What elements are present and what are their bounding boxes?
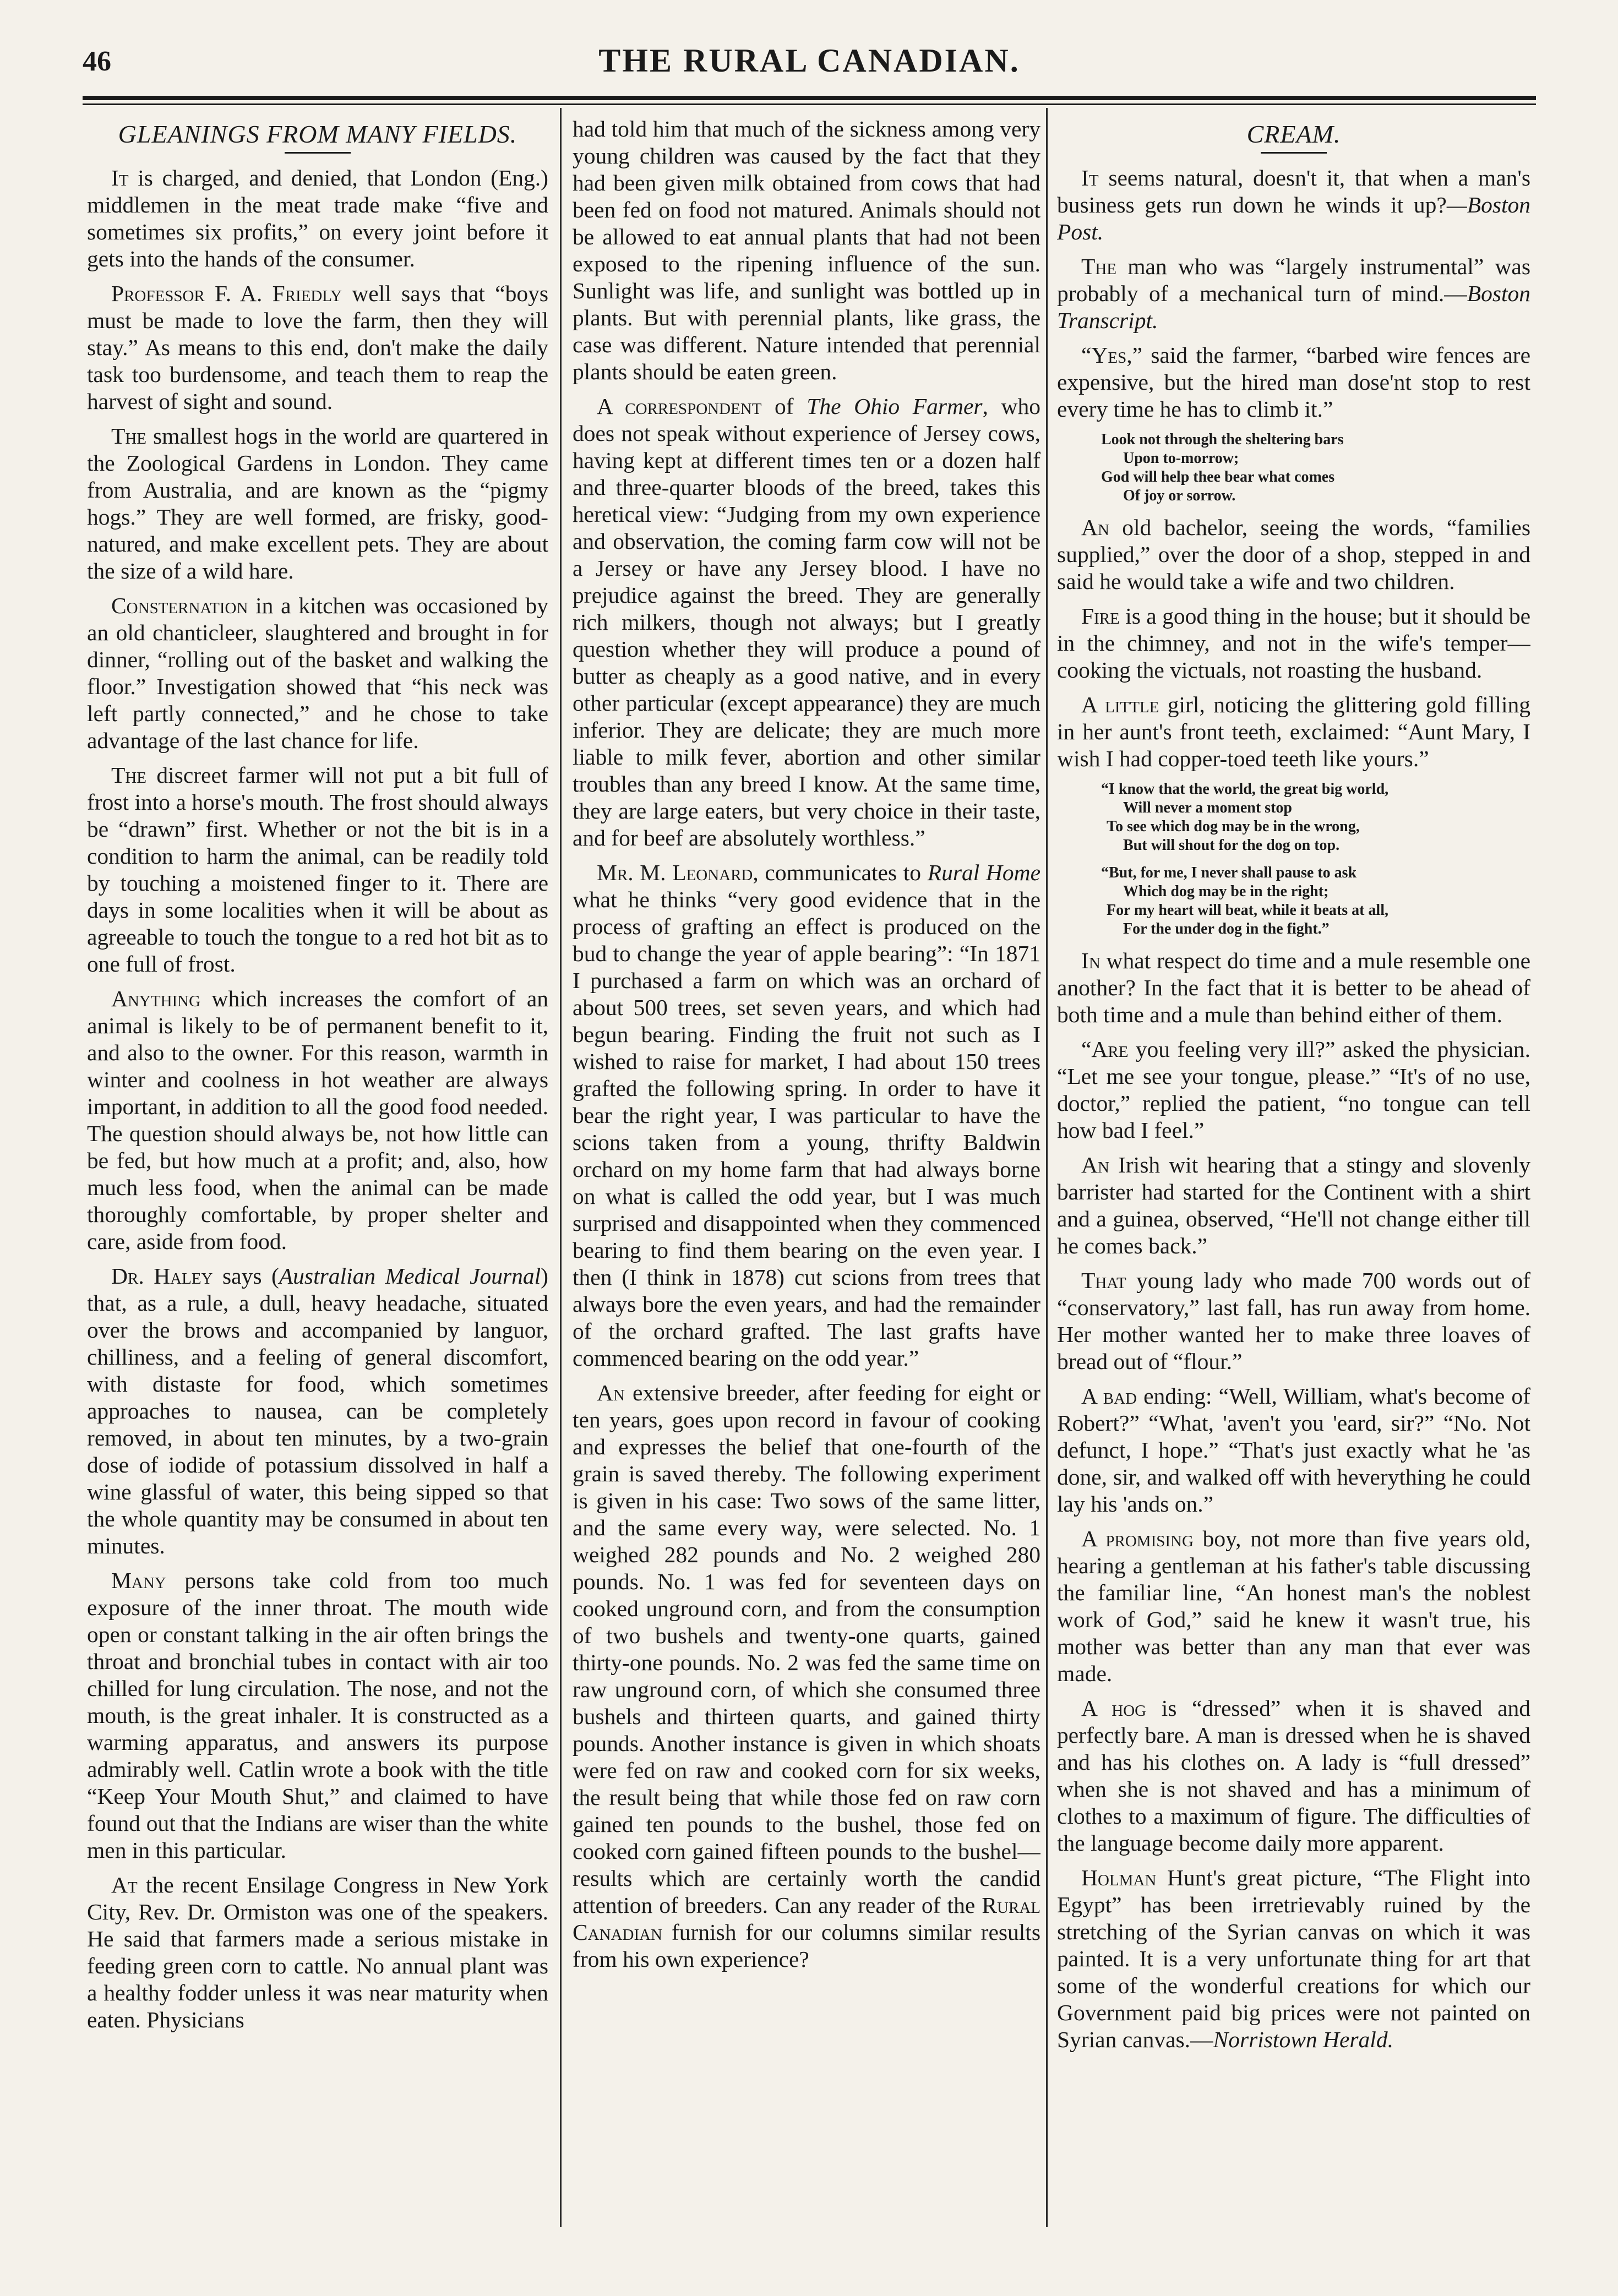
column-divider-1 (560, 108, 562, 2227)
article-paragraph: A promising boy, not more than five years old, hearing a gentleman at his father's table discussing the familiar line, “An honest man's the noblest work of God,” said he knew it wasn't true, his mother was better than any man that ever was made. (1057, 1526, 1530, 1686)
article-paragraph: A little girl, noticing the glittering gold filling in her aunt's front teeth, exclaimed: “Aunt Mary, I wish I had copper-toed teeth like yours.” (1057, 692, 1530, 771)
header-rule-thin (83, 103, 1536, 105)
verse: Look not through the sheltering bars Upon to-morrow; God will help thee bear what comes Of joy or sorrow. (1101, 431, 1344, 504)
article-paragraph: Anything which increases the comfort of an animal is likely to be of permanent benefit to it, and also to the owner. For this reason, warmth in winter and coolness in hot weather are always important, in addition to all the good food needed. The question should always be, not how little can be fed, but how much at a profit; and, also, how much less food, when the animal can be made thoroughly comfortable, by proper shelter and care, aside from food. (87, 986, 548, 1254)
article-paragraph: The discreet farmer will not put a bit full of frost into a horse's mouth. The frost should always be “drawn” first. Whether or not the bit is in a condition to harm the animal, can be readily told by touching a moistened finger to it. There are days in some localities when it will be about as agreeable to touch the tongue to a red hot bit as to one full of frost. (87, 762, 548, 977)
article-paragraph: That young lady who made 700 words out of “conservatory,” last fall, has run away from home. Her mother wanted her to make three loaves of bread out of “flour.” (1057, 1268, 1530, 1374)
article-paragraph: Holman Hunt's great picture, “The Flight into Egypt” has been irretrievably ruined by the stretching of the Syrian canvas on which it was painted. It is a very unfortunate thing for art that some of the wonderful creations for which our Government paid big prices were not painted on Syrian canvas.—Norristown Herald. (1057, 1865, 1530, 2052)
article-paragraph: It seems natural, doesn't it, that when a man's business gets run down he winds it up?—Boston Post. (1057, 165, 1530, 244)
article-paragraph: In what respect do time and a mule resemble one another? In the fact that it is better to be ahead of both time and a mule than behind either of them. (1057, 948, 1530, 1027)
article-paragraph: At the recent Ensilage Congress in New York City, Rev. Dr. Ormiston was one of the speakers. He said that farmers made a serious mistake in feeding green corn to cattle. No annual plant was a healthy fodder unless it was near maturity when eaten. Physicians (87, 1872, 548, 2032)
article-paragraph: An old bachelor, seeing the words, “families supplied,” over the door of a shop, stepped in and said he would take a wife and two children. (1057, 515, 1530, 594)
article-paragraph: It is charged, and denied, that London (Eng.) middlemen in the meat trade make “five and sometimes six profits,” on every joint before it gets into the hands of the consumer. (87, 165, 548, 271)
article-paragraph: The smallest hogs in the world are quartered in the Zoological Gardens in London. They came from Australia, and are known as the “pigmy hogs.” They are well formed, are frisky, good-natured, and make excellent pets. They are about the size of a wild hare. (87, 423, 548, 583)
page-number: 46 (83, 46, 111, 77)
article-paragraph: A correspondent of The Ohio Farmer, who does not speak without experience of Jersey cows, having kept at different times ten or a dozen half and three-quarter bloods of the breed, takes this heretical view: “Judging from my own experience and observation, the coming farm cow will not be a Jersey or have any Jersey blood. I have no prejudice against the breed. They are generally rich milkers, though not always; but I greatly question whether they will produce a pound of butter as cheaply as a good native, and in every other particular (except appearance) they are much inferior. They are delicate; they are much more liable to milk fever, abortion and other similar troubles than any breed I know. At the same time, they are large eaters, but very choice in their taste, and for beef are absolutely worthless.” (573, 394, 1040, 850)
article-paragraph: “Are you feeling very ill?” asked the physician. “Let me see your tongue, please.” “It's of no use, doctor,” replied the patient, “no tongue can tell how bad I feel.” (1057, 1037, 1530, 1143)
article-paragraph: Consternation in a kitchen was occasioned by an old chanticleer, slaughtered and brought in for dinner, “rolling out of the basket and walking the floor.” Investigation showed that “his neck was left partly connected,” and he chose to take advantage of the last chance for life. (87, 593, 548, 753)
article-paragraph: An extensive breeder, after feeding for eight or ten years, goes upon record in favour of cooking and expresses the belief that one-fourth of the grain is saved thereby. The following experiment is given in his case: Two sows of the same litter, and the same every way, were selected. No. 1 weighed 282 pounds and No. 2 weighed 280 pounds. No. 1 was fed for seventeen days on cooked unground corn, and from the consumption of two bushels and twenty-one quarts, gained thirty-one pounds. No. 2 was fed the same time on raw unground corn, of which she consumed three bushels and thirteen quarts, and gained thirty pounds. Another instance is given in which shoats were fed on raw and cooked corn for six weeks, the result being that while those fed on raw corn gained ten pounds to the bushel, those fed on cooked corn gained fifteen pounds to the bushel—results which are certainly worth the candid attention of breeders. Can any reader of the Rural Canadian furnish for our columns similar results from his own experience? (573, 1380, 1040, 1972)
article-paragraph: The man who was “largely instrumental” was probably of a mechanical turn of mind.—Boston Transcript. (1057, 254, 1530, 333)
section-heading-cream: CREAM. (1246, 120, 1341, 148)
section-heading-gleanings: GLEANINGS FROM MANY FIELDS. (118, 120, 517, 148)
article-paragraph: A hog is “dressed” when it is shaved and perfectly bare. A man is dressed when he is shaved and has his clothes on. A lady is “full dressed” when she is not shaved and has a minimum of clothes to a maximum of figure. The difficulties of the language become daily more apparent. (1057, 1695, 1530, 1856)
article-paragraph: Fire is a good thing in the house; but it should be in the chimney, and not in the wife's temper—cooking the victuals, not roasting the husband. (1057, 603, 1530, 683)
heading-rule (1261, 152, 1327, 154)
heading-rule (285, 152, 351, 154)
verse: “But, for me, I never shall pause to ask Which dog may be in the right; For my heart will beat, while it beats at all, For the under dog in the fight.” (1101, 864, 1388, 937)
article-paragraph: An Irish wit hearing that a stingy and slovenly barrister had started for the Continent with a shirt and a guinea, observed, “He'll not change either till he comes back.” (1057, 1152, 1530, 1258)
article-paragraph: A bad ending: “Well, William, what's become of Robert?” “What, 'aven't you 'eard, sir?” “No. Not defunct, I hope.” “That's just exactly what he 'as done, sir, and walked off with heverything he could lay his 'ands on.” (1057, 1383, 1530, 1517)
column-middle (573, 116, 1040, 2240)
header-rule-thick (83, 96, 1536, 100)
article-paragraph: Mr. M. Leonard, communicates to Rural Home what he thinks “very good evidence that in the process of grafting an effect is produced on the bud to change the year of apple bearing”: “In 1871 I purchased a farm on which was an orchard of about 500 trees, set seven years, and which had begun bearing. Finding the fruit not such as I wished to raise for market, I had about 150 trees grafted the following spring. In order to have it bear the right year, I was particular to have the scions taken from a young, thrifty Baldwin orchard on my home farm that had always borne on what is called the odd year, but I was much surprised and disappointed when they commenced bearing to find them bearing on the even year. I then (I think in 1878) cut scions from trees that always bore the even years, and had the remainder of the orchard grafted. The last grafts have commenced bearing on the odd year.” (573, 860, 1040, 1371)
column-divider-2 (1046, 108, 1048, 2227)
masthead: THE RURAL CANADIAN. (598, 42, 1020, 79)
article-paragraph: had told him that much of the sickness among very young children was caused by the fact that they had been given milk obtained from cows that had been fed on food not matured. Animals should not be allowed to eat annual plants that had not been exposed to the ripening influence of the sun. Sunlight was life, and sunlight was bottled up in plants. But with perennial plants, like grass, the case was different. Nature intended that perennial plants should be eaten green. (573, 116, 1040, 384)
article-paragraph: “Yes,” said the farmer, “barbed wire fences are expensive, but the hired man dose'nt stop to rest every time he has to climb it.” (1057, 342, 1530, 422)
page-header (83, 39, 1536, 105)
article-paragraph: Professor F. A. Friedly well says that “boys must be made to love the farm, then they will stay.” As means to this end, don't make the daily task too burdensome, and teach them to reap the harvest of sight and sound. (87, 281, 548, 414)
article-paragraph: Many persons take cold from too much exposure of the inner throat. The mouth wide open or constant talking in the air often brings the throat and bronchial tubes in contact with air too chilled for lung circulation. The nose, and not the mouth, is the great inhaler. It is constructed as a warming apparatus, and answers its purpose admirably well. Catlin wrote a book with the title “Keep Your Mouth Shut,” and claimed to have found out that the Indians are wiser than the white men in this particular. (87, 1568, 548, 1863)
verse: “I know that the world, the great big world, Will never a moment stop To see which dog may be in the wrong, But will shout for the dog on top. (1101, 781, 1389, 854)
column-gleanings (87, 116, 548, 2240)
article-paragraph: Dr. Haley says (Australian Medical Journal) that, as a rule, a dull, heavy headache, situated over the brows and accompanied by languor, chilliness, and a feeling of general discomfort, with distaste for food, which sometimes approaches to nausea, can be completely removed, in about ten minutes, by a two-grain dose of iodide of potassium dissolved in half a wine glassful of water, this being sipped so that the whole quantity may be consumed in about ten minutes. (87, 1263, 548, 1558)
column-cream (1057, 116, 1530, 2240)
